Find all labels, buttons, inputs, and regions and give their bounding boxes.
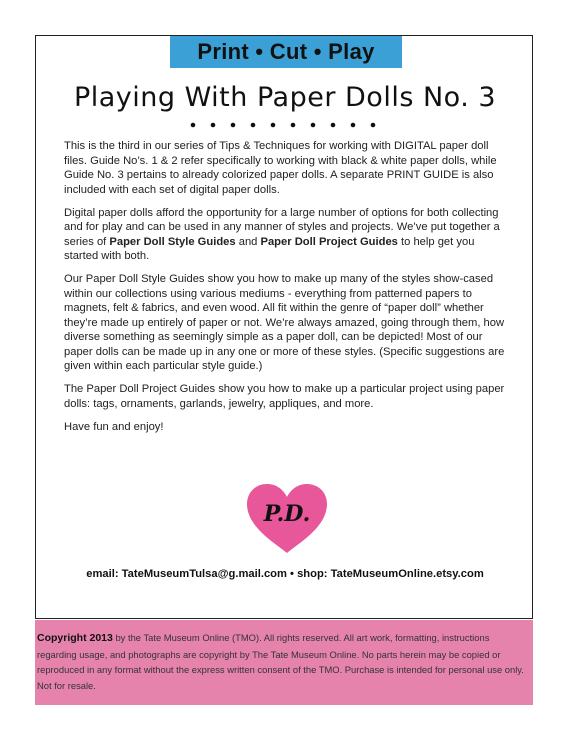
style-guides-paragraph: Our Paper Doll Style Guides show you how to make up many of the styles show-cased within our collections using various mediums - everything from patterned papers to magnets, felt & fabrics, and even wood. All fit within the genre of “paper doll” whether they’re made up entirely of paper or not. We’re always amazed, going through them, how diverse something as seemingly simple as a paper doll, can be depicted! Most of our paper dolls can be made up in any one or more of these styles. (Specific suggestions are given within each particular style guide.) [64,273,505,372]
banner: Print • Cut • Play [170,36,402,68]
heart-logo-icon [245,483,329,555]
body-text [64,139,506,443]
title-dots-divider [188,120,378,130]
contact-line: email: TateMuseumTulsa@g.mail.com • shop: TateMuseumOnline.etsy.com [86,568,484,580]
copyright-label: Copyright 2013 [37,632,113,644]
logo-monogram: P.D. [263,501,311,527]
page-title: Playing With Paper Dolls No. 3 [73,82,497,113]
copyright-footer [35,620,533,705]
guides-paragraph: Digital paper dolls afford the opportunity for a large number of options for both collecting and for play and can be used in any manner of styles and projects. We’ve put together a series of Paper Doll Style Guides and Paper Doll Project Guides to help get you started with both. [64,206,500,262]
project-guides-paragraph: The Paper Doll Project Guides show you how to make up a particular project using paper dolls: tags, ornaments, garlands, jewelry, appliques, and more. [64,383,505,410]
closing-paragraph: Have fun and enjoy! [64,420,164,433]
style-guides-link: Paper Doll Style Guides [109,235,236,248]
project-guides-link: Paper Doll Project Guides [260,235,398,248]
copyright-text: by the Tate Museum Online (TMO). All rights reserved. All art work, formatting, instructions regarding usage, and photographs are copyright by The Tate Museum Online. No parts herein may be copied or reproduced in any format without the express written consent of the TMO. Purchase is intended for personal use only. Not for resale. [37,632,524,691]
intro-paragraph: This is the third in our series of Tips & Techniques for working with DIGITAL paper doll files. Guide No’s. 1 & 2 refer specifically to working with black & white paper dolls, while Guide No. 3 pertains to already colorized paper dolls. A separate PRINT GUIDE is also included with each set of digital paper dolls. [64,140,497,196]
